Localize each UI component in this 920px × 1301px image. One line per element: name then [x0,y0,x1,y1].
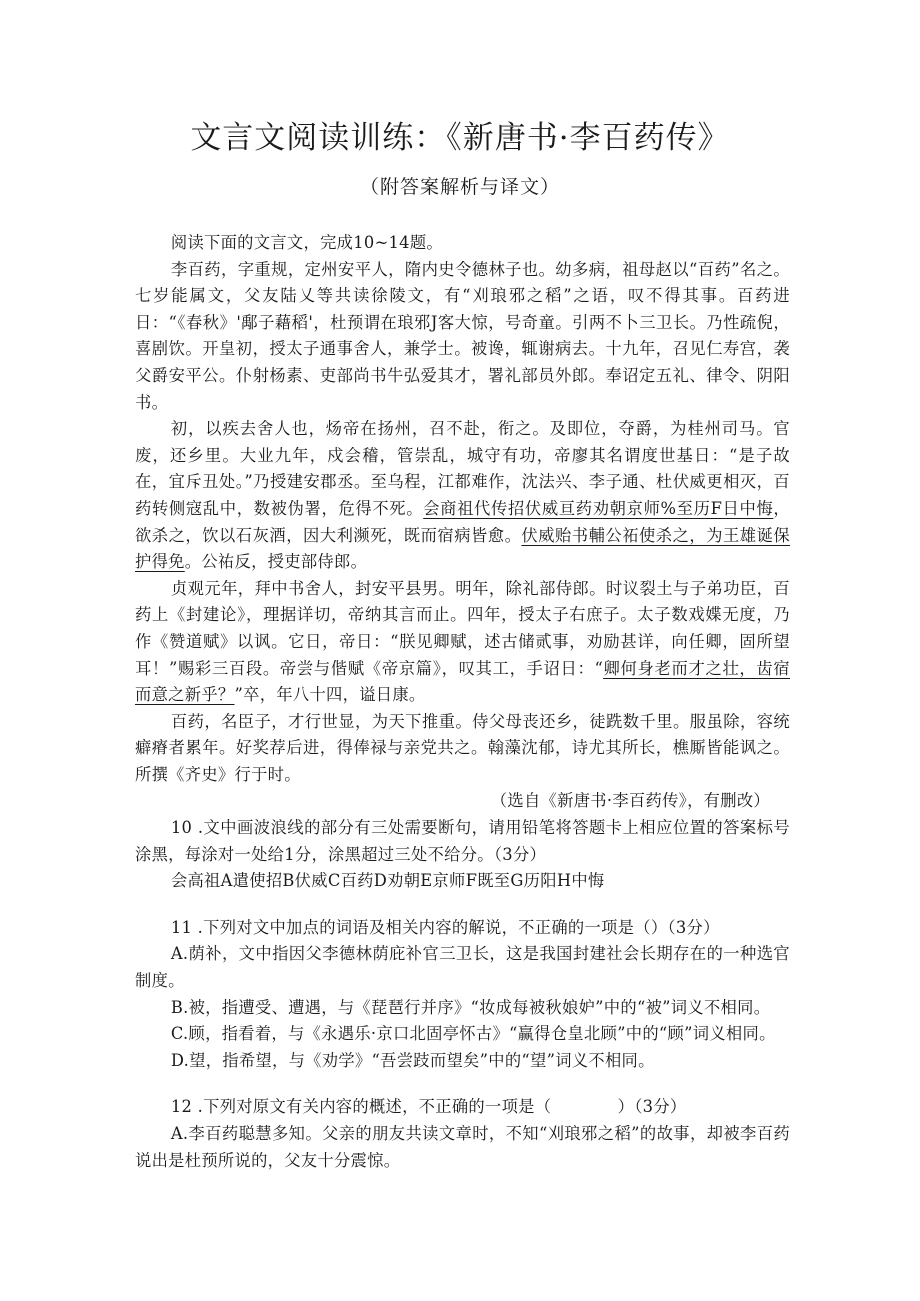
passage-text: ，欲杀之，饮以石灰酒，因大利濒死，既而宿病皆愈。 [135,498,790,545]
passage-text: ”卒，年八十四，谥日康。 [234,685,426,705]
question-11-option-c: C.顾，指看着，与《永遇乐·京口北固亭怀古》“赢得仓皇北顾”中的“顾”词义相同。 [170,1024,776,1044]
passage-text: 贞观元年，拜中书舍人，封安平县男。明年，除礼部侍郎。时议裂土与子弟功臣，百药上《封建论》，理据详切，帝纳其言而止。四年，授太子右庶子。太子数戏媟无度，乃作《赞道赋》以讽。它日，帝日：“朕见卿赋，述古储贰事，劝励甚详，向任卿，固所望耳！”赐彩三百段。帝尝与偕赋《帝京篇》，叹其工，手诏日：“ [135,578,790,678]
passage-text: 初，以疾去舍人也，炀帝在扬州，召不赴，衔之。及即位，夺爵，为桂州司马。官废，还乡里。大业九年，戍会稽，管崇乱，城守有功，帝廖其名谓度世基日：“是子故在，宜斥丑处。”乃授建安郡丞。至乌程，江都难作，沈法兴、李子通、杜伏威更相灭，百药转侧寇乱中，数被伪署，危得不死。 [135,419,790,518]
spacer [135,1074,790,1094]
wavy-underlined-text: 会商祖代传招伏威亘药劝朝京师%至历F日中悔 [423,498,774,518]
page-title: 文言文阅读训练：《新唐书·李百药传》 [190,120,730,156]
passage-paragraph-3 [135,576,790,709]
question-11-option-a: A.荫补，文中指因父李德林荫庇补官三卫长，这是我国封建社会长期存在的一种选官制度。 [135,944,790,991]
passage-paragraph-4: 百药，名臣子，才行世显，为天下推重。侍父母丧还乡，徒跣数千里。服虽除，容统癖瘠者累年。好奖荐后进，得俸禄与亲党共之。翰藻沈郁，诗尤其所长，樵厮皆能讽之。所撰《齐史》行于时。 [135,711,790,784]
underlined-sentence: 伏威贻书輔公祏使杀之，为王雄诞保护得免 [135,525,790,572]
source-citation: （选自《新唐书·李百药传》，有删改） [490,791,770,811]
question-12-stem: 12 .下列对原文有关内容的概述，不正确的一项是（ ）（3分） [170,1097,687,1117]
question-11-option-b: B.被，指遭受、遭遇，与《琵琶行并序》“妆成每被秋娘妒”中的“被”词义不相同。 [170,997,771,1017]
passage-text: 。公祐反，授吏部侍郎。 [184,552,368,572]
document-body [135,230,790,1174]
passage-paragraph-2 [135,416,790,576]
page-subtitle: （附答案解析与译文） [359,176,560,198]
question-12-option-a: A.李百药聪慧多知。父亲的朋友共读文章时，不知“刈琅邪之稻”的故事，却被李百药说出是杜预所说的，父友十分震惊。 [135,1124,790,1170]
passage-paragraph-1: 李百药，字重规，定州安平人，隋内史令德林子也。幼多病，祖母赵以“百药”名之。七岁能属文，父友陆乂等共读徐陵文，有“刈琅邪之稻”之语，叹不得其事。百药进日：“《春秋》'鄅子藉稻'，杜预谓在琅邪J客大惊，号奇童。引两不卜三卫长。乃性疏倪，喜剧饮。开皇初，授太子通事舍人，兼学士。被谗，辄谢病去。十九年，召见仁寿宫，袭父爵安平公。仆射杨素、吏部尚书牛弘爱其才，署礼部员外郎。奉诏定五礼、律令、阴阳书。 [135,259,790,412]
spacer [135,895,790,915]
question-11-stem: 11 .下列对文中加点的词语及相关内容的解说，不正确的一项是（）（3分） [170,917,720,937]
question-10-stem: 10 .文中画波浪线的部分有三处需要断句，请用铅笔将答题卡上相应位置的答案标号涂黑，每涂对一处给1分，涂黑超过三处不给分。（3分） [135,818,790,864]
intro-line: 阅读下面的文言文，完成10~14题。 [170,233,443,252]
question-10-line: 会高祖A遣使招B伏威C百药D劝朝E京师F既至G历阳H中悔 [170,871,605,891]
question-11-option-d: D.望，指希望，与《劝学》“吾尝跂而望矣”中的“望”词义不相同。 [170,1050,655,1070]
underlined-sentence: 卿何身老而才之壮，齿宿而意之新乎？ [135,658,790,705]
